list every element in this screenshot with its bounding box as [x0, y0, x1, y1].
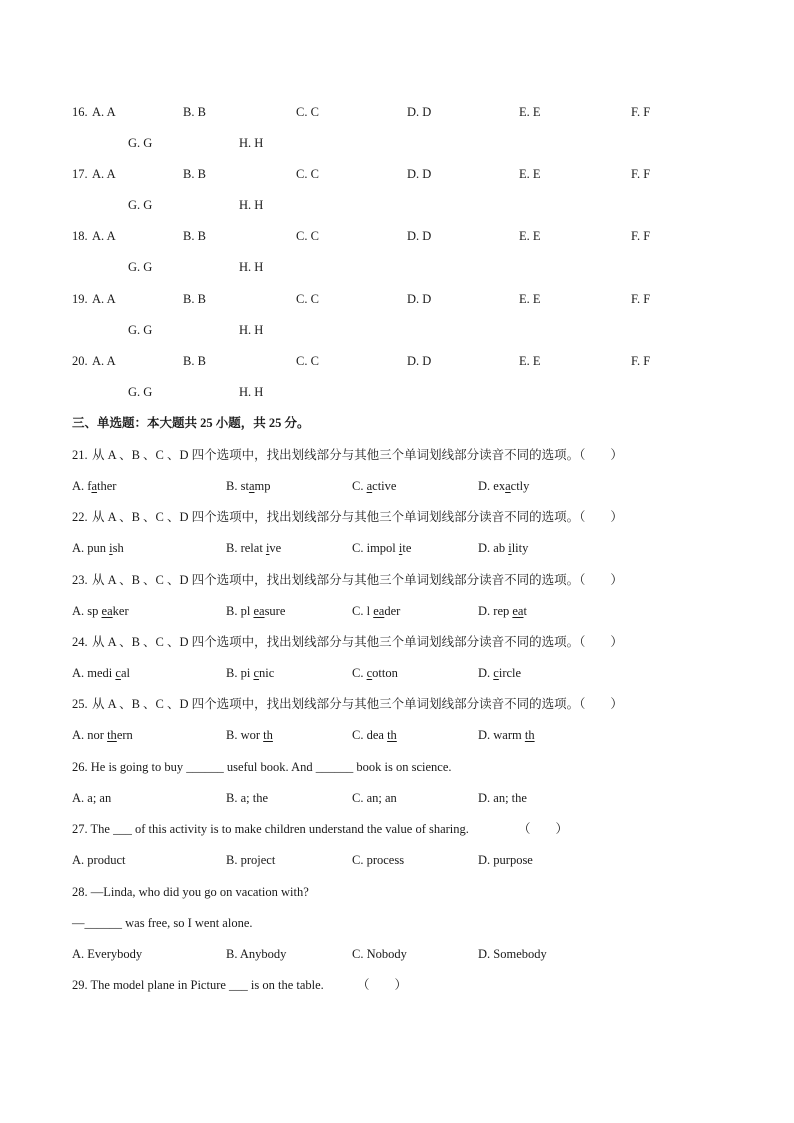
section-heading [0, 415, 794, 431]
underlined-letters: c [493, 666, 499, 680]
option-d[interactable]: D. purpose [478, 853, 533, 867]
matching-option[interactable]: C. C [296, 105, 319, 119]
question-27-stem [0, 821, 794, 837]
option-text-label: A. [72, 541, 88, 555]
option-text-label: D. [478, 541, 494, 555]
matching-option[interactable]: C. C [296, 167, 319, 181]
option-text-label: A. [72, 666, 88, 680]
question-28-options [0, 946, 794, 962]
option-text-pre: sp [87, 604, 102, 618]
option-a[interactable]: A. product [72, 853, 126, 867]
matching-question-row [0, 291, 794, 307]
option-a[interactable]: A. Everybody [72, 947, 143, 961]
question-26-stem [0, 759, 794, 775]
question-25-options [0, 727, 794, 743]
option-text-pre: medi [87, 666, 116, 680]
option-text-label: D. [478, 479, 494, 493]
option-text-pre: impol [366, 541, 399, 555]
option-b[interactable] [226, 727, 273, 743]
underlined-letters: ea [253, 604, 265, 618]
matching-option[interactable]: E. E [519, 354, 541, 368]
matching-option[interactable]: A. A [92, 354, 116, 368]
underlined-letters: c [253, 666, 260, 680]
option-c[interactable]: C. process [352, 853, 405, 867]
question-number: 19. [72, 292, 88, 306]
matching-option[interactable]: D. D [407, 105, 432, 119]
question-stem: 26. He is going to buy ______ useful book. And ______ book is on science. [72, 760, 452, 774]
option-b[interactable]: B. a; the [226, 791, 269, 805]
matching-option[interactable]: F. F [631, 167, 651, 181]
underlined-letters: a [91, 479, 98, 493]
matching-option[interactable]: D. D [407, 292, 432, 306]
option-text-label: B. [226, 541, 241, 555]
underlined-letters: th [387, 728, 397, 742]
matching-option[interactable]: G. G [128, 323, 153, 337]
underlined-letters: ea [101, 604, 113, 618]
option-text-post: ctly [510, 479, 530, 493]
question-stem: 从 A 、B 、C 、D 四个选项中，找出划线部分与其他三个单词划线部分读音不同的选项。（ ） [92, 448, 623, 462]
underlined-letters: th [107, 728, 117, 742]
question-22-stem [0, 509, 794, 525]
matching-option[interactable]: E. E [519, 292, 541, 306]
option-text-pre: dea [366, 728, 388, 742]
option-b[interactable] [226, 665, 274, 681]
matching-option[interactable]: B. B [183, 105, 206, 119]
question-number: 21. [72, 448, 88, 462]
option-text-post: otton [372, 666, 398, 680]
option-a[interactable] [72, 727, 133, 743]
underlined-letters: ea [512, 604, 524, 618]
question-number: 20. [72, 354, 88, 368]
question-28-stem-line1 [0, 884, 794, 900]
matching-option[interactable]: D. D [407, 354, 432, 368]
underlined-letters: i [398, 541, 403, 555]
question-number: 24. [72, 635, 88, 649]
option-a[interactable]: A. a; an [72, 791, 112, 805]
option-text-post: ctive [372, 479, 397, 493]
underlined-letters: ea [373, 604, 385, 618]
matching-option[interactable]: F. F [631, 292, 651, 306]
option-c[interactable]: C. Nobody [352, 947, 407, 961]
question-22-options [0, 540, 794, 556]
option-text-label: B. [226, 604, 241, 618]
option-text-post: al [120, 666, 130, 680]
underlined-letters: a [505, 479, 511, 493]
question-stem: 28. —Linda, who did you go on vacation with? [72, 885, 309, 899]
option-text-post: ircle [498, 666, 522, 680]
question-21-stem [0, 447, 794, 463]
option-text-pre: warm [493, 728, 525, 742]
matching-option[interactable]: H. H [239, 323, 264, 337]
section-title: 三、单选题：本大题共 25 小题，共 25 分。 [72, 416, 310, 430]
option-d[interactable]: D. an; the [478, 791, 527, 805]
matching-option[interactable]: B. B [183, 167, 206, 181]
matching-option[interactable]: G. G [128, 198, 153, 212]
option-text-label: B. [226, 728, 241, 742]
question-stem: 从 A 、B 、C 、D 四个选项中，找出划线部分与其他三个单词划线部分读音不同的选项。（ ） [92, 635, 623, 649]
question-stem: 从 A 、B 、C 、D 四个选项中，找出划线部分与其他三个单词划线部分读音不同的选项。（ ） [92, 573, 623, 587]
option-text-post: lity [511, 541, 529, 555]
option-text-post: ker [112, 604, 129, 618]
underlined-letters: a [248, 479, 255, 493]
option-b[interactable]: B. project [226, 853, 276, 867]
matching-question-row-continued [0, 135, 794, 151]
question-24-stem [0, 634, 794, 650]
underlined-letters: i [508, 541, 512, 555]
option-c[interactable] [352, 603, 400, 619]
option-text-label: D. [478, 604, 494, 618]
matching-question-row-continued [0, 197, 794, 213]
matching-option[interactable]: B. B [183, 292, 206, 306]
option-text-pre: ab [493, 541, 509, 555]
option-text-pre: rep [493, 604, 513, 618]
question-25-stem [0, 696, 794, 712]
option-text-post: sh [112, 541, 124, 555]
question-stem-continued: —______ was free, so I went alone. [72, 916, 253, 930]
matching-question-row [0, 104, 794, 120]
option-text-pre: pl [240, 604, 254, 618]
question-29-stem [0, 977, 794, 993]
option-text-label: A. [72, 604, 88, 618]
option-text-pre: l [366, 604, 374, 618]
option-b[interactable]: B. Anybody [226, 947, 287, 961]
answer-parentheses[interactable]: （ ） [357, 978, 408, 992]
option-d[interactable] [478, 727, 535, 743]
option-text-pre: pi [240, 666, 254, 680]
matching-option[interactable]: H. H [239, 136, 264, 150]
question-number: 17. [72, 167, 88, 181]
option-d[interactable] [478, 478, 529, 494]
matching-question-row-continued [0, 322, 794, 338]
matching-question-row [0, 353, 794, 369]
matching-option[interactable]: E. E [519, 105, 541, 119]
matching-option[interactable]: C. C [296, 354, 319, 368]
option-d[interactable] [478, 603, 527, 619]
question-28-stem-line2 [0, 915, 794, 931]
option-text-post: sure [264, 604, 286, 618]
matching-option[interactable]: E. E [519, 229, 541, 243]
option-text-pre: wor [240, 728, 264, 742]
question-stem: 从 A 、B 、C 、D 四个选项中，找出划线部分与其他三个单词划线部分读音不同的选项。（ ） [92, 697, 623, 711]
option-text-label: C. [352, 666, 367, 680]
question-stem: 27. The ___ of this activity is to make children understand the value of sharing. [72, 822, 469, 836]
question-number: 22. [72, 510, 88, 524]
question-24-options [0, 665, 794, 681]
option-text-label: C. [352, 541, 367, 555]
matching-option[interactable]: F. F [631, 354, 651, 368]
matching-option[interactable]: B. B [183, 229, 206, 243]
question-stem: 29. The model plane in Picture ___ is on the table. [72, 978, 324, 992]
option-c[interactable] [352, 665, 398, 681]
underlined-letters: th [524, 728, 535, 742]
matching-option[interactable]: A. A [92, 229, 116, 243]
matching-option[interactable]: G. G [128, 385, 153, 399]
question-27-options [0, 852, 794, 868]
matching-option[interactable]: C. C [296, 292, 319, 306]
matching-option[interactable]: B. B [183, 354, 206, 368]
option-text-pre: nor [87, 728, 108, 742]
question-number: 25. [72, 697, 88, 711]
matching-option[interactable]: H. H [239, 385, 264, 399]
matching-option[interactable]: A. A [92, 167, 116, 181]
option-text-post: t [523, 604, 527, 618]
matching-option[interactable]: D. D [407, 229, 432, 243]
option-text-label: C. [352, 479, 367, 493]
question-21-options [0, 478, 794, 494]
matching-question-row [0, 166, 794, 182]
matching-question-row-continued [0, 384, 794, 400]
question-number: 23. [72, 573, 88, 587]
option-a[interactable] [72, 665, 130, 681]
option-b[interactable] [226, 478, 270, 494]
matching-option[interactable]: C. C [296, 229, 319, 243]
matching-question-row [0, 228, 794, 244]
option-text-label: A. [72, 728, 88, 742]
option-text-pre: f [87, 479, 92, 493]
option-a[interactable] [72, 478, 116, 494]
option-c[interactable] [352, 478, 396, 494]
option-text-label: B. [226, 666, 241, 680]
matching-option[interactable]: A. A [92, 105, 116, 119]
underlined-letters: c [115, 666, 121, 680]
question-number: 16. [72, 105, 88, 119]
matching-question-row-continued [0, 259, 794, 275]
matching-option[interactable]: F. F [631, 105, 651, 119]
option-text-label: D. [478, 728, 494, 742]
underlined-letters: th [263, 728, 273, 742]
question-23-options [0, 603, 794, 619]
matching-option[interactable]: G. G [128, 136, 153, 150]
option-text-post: ern [116, 728, 133, 742]
option-b[interactable] [226, 540, 281, 556]
option-text-pre: st [240, 479, 249, 493]
underlined-letters: a [366, 479, 373, 493]
option-a[interactable] [72, 540, 124, 556]
option-text-label: A. [72, 479, 88, 493]
question-number: 18. [72, 229, 88, 243]
option-text-label: D. [478, 666, 494, 680]
option-text-post: ther [97, 479, 117, 493]
matching-option[interactable]: G. G [128, 260, 153, 274]
option-text-post: te [402, 541, 412, 555]
option-text-pre: ex [493, 479, 506, 493]
option-b[interactable] [226, 603, 285, 619]
matching-option[interactable]: A. A [92, 292, 116, 306]
underlined-letters: i [265, 541, 270, 555]
underlined-letters: c [366, 666, 373, 680]
option-c[interactable]: C. an; an [352, 791, 397, 805]
matching-option[interactable]: D. D [407, 167, 432, 181]
underlined-letters: i [109, 541, 113, 555]
question-26-options [0, 790, 794, 806]
matching-option[interactable]: F. F [631, 229, 651, 243]
option-text-pre: relat [240, 541, 266, 555]
option-c[interactable] [352, 727, 397, 743]
option-text-post: nic [259, 666, 275, 680]
option-d[interactable]: D. Somebody [478, 947, 547, 961]
option-text-pre: pun [87, 541, 110, 555]
matching-option[interactable]: H. H [239, 198, 264, 212]
option-a[interactable] [72, 603, 129, 619]
option-text-label: C. [352, 728, 367, 742]
matching-option[interactable]: E. E [519, 167, 541, 181]
question-stem: 从 A 、B 、C 、D 四个选项中，找出划线部分与其他三个单词划线部分读音不同的选项。（ ） [92, 510, 623, 524]
option-text-label: B. [226, 479, 241, 493]
option-text-label: C. [352, 604, 367, 618]
matching-option[interactable]: H. H [239, 260, 264, 274]
option-text-post: ve [269, 541, 282, 555]
option-c[interactable] [352, 540, 411, 556]
option-text-post: der [384, 604, 401, 618]
option-d[interactable] [478, 540, 528, 556]
answer-parentheses[interactable]: （ ） [518, 822, 569, 836]
option-text-post: mp [254, 479, 271, 493]
question-23-stem [0, 572, 794, 588]
option-d[interactable] [478, 665, 521, 681]
